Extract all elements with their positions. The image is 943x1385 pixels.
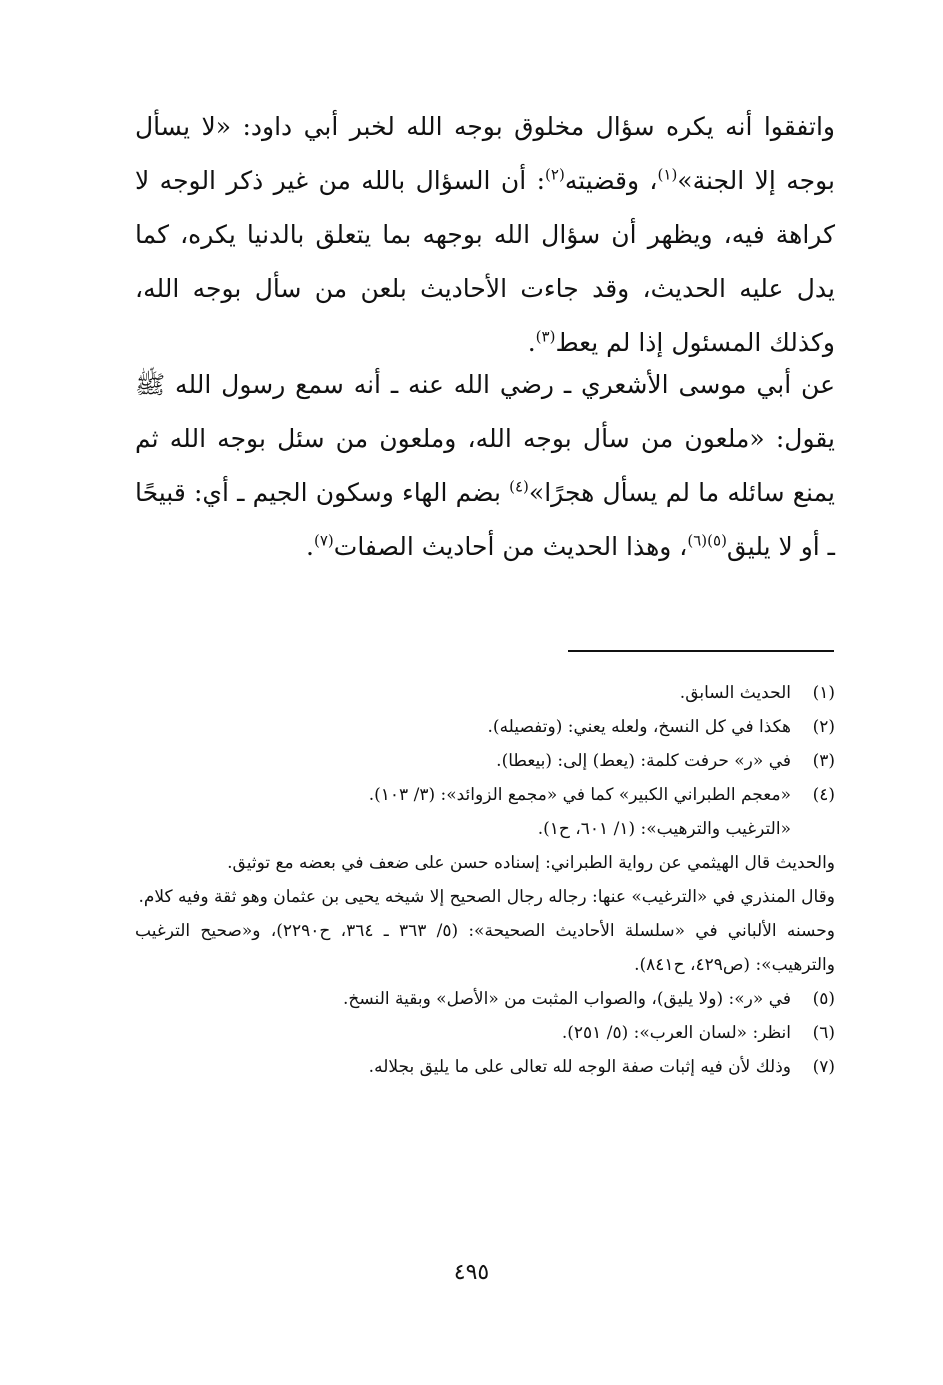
footnote-number: (٣) [812, 751, 835, 771]
footnote-3 [135, 744, 835, 778]
footnote-number: (١) [812, 683, 835, 703]
footnote-ref-5-6: (٥)(٦) [687, 531, 727, 550]
footnote-4-line-2 [135, 812, 835, 846]
body-paragraph-1 [135, 100, 835, 370]
footnote-text: هكذا في كل النسخ، ولعله يعني: (وتفصيله). [487, 717, 791, 737]
para2-text-d: . [306, 532, 314, 561]
para2-text-a: عن أبي موسى الأشعري ـ رضي الله عنه ـ أنه سمع رسول الله ﷺ يقول: «ملعون من سأل بوجه الله، وملعون من سئل بوجه الله ثم يمنع سائله ما لم يسأل هجرًا» [135, 370, 835, 507]
footnote-text: «معجم الطبراني الكبير» كما في «مجمع الزوائد»: (٣/ ١٠٣). [368, 785, 791, 805]
footnote-text: انظر: «لسان العرب»: (٥/ ٢٥١). [561, 1023, 791, 1043]
para1-text-a: واتفقوا أنه يكره سؤال مخلوق بوجه الله لخبر أبي داود: «لا يسأل بوجه إلا الجنة» [135, 112, 835, 195]
footnote-1 [135, 676, 835, 710]
para1-text-c: : أن السؤال بالله من غير ذكر الوجه لا كراهة فيه، ويظهر أن سؤال الله بوجهه بما يتعلق بالدنيا يكره، كما يدل عليه الحديث، وقد جاءت الأحاديث بلعن من سأل بوجه الله، وكذلك المسئول إذا لم يعط [135, 166, 835, 357]
footnote-text: الحديث السابق. [679, 683, 791, 703]
footnote-ref-3: (٣) [535, 327, 556, 346]
footnote-number: (٥) [812, 989, 835, 1009]
para1-text-b: ، وقضيته [564, 166, 658, 195]
footnote-4-line-4 [135, 880, 835, 914]
footnote-ref-7: (٧) [314, 531, 334, 550]
footnote-text: في «ر»: (ولا يليق)، والصواب المثبت من «الأصل» وبقية النسخ. [343, 989, 791, 1009]
footnotes [135, 676, 835, 1084]
footnote-separator [568, 650, 834, 652]
footnote-5 [135, 982, 835, 1016]
footnote-number: (٦) [812, 1023, 835, 1043]
footnote-text: وذلك لأن فيه إثبات صفة الوجه لله تعالى على ما يليق بجلاله. [368, 1057, 791, 1077]
footnote-4-line-3 [135, 846, 835, 880]
footnote-4 [135, 778, 835, 812]
footnote-ref-1: (١) [657, 165, 678, 184]
footnote-text: والحديث قال الهيثمي عن رواية الطبراني: إسناده حسن على ضعف في بعضه مع توثيق. [227, 853, 835, 873]
para2-text-c: ، وهذا الحديث من أحاديث الصفات [333, 532, 688, 561]
footnote-ref-2: (٢) [545, 165, 565, 184]
para2-text-b: بضم الهاء وسكون الجيم ـ أي: قبيحًا ـ أو لا يليق [135, 478, 835, 561]
footnote-text: في «ر» حرفت كلمة: (يعط) إلى: (بيعطا). [496, 751, 791, 771]
body-paragraph-2 [135, 358, 835, 574]
page-number: ٤٩٥ [453, 1260, 490, 1285]
footnote-number: (٤) [812, 785, 835, 805]
footnote-text: وحسنه الألباني في «سلسلة الأحاديث الصحيحة»: (٥/ ٣٦٣ ـ ٣٦٤، ح٢٢٩٠)، و«صحيح الترغيب والترهيب»: (ص٤٢٩، ح٨٤١). [135, 921, 835, 975]
para1-text-d: . [527, 328, 536, 357]
footnote-number: (٧) [812, 1057, 835, 1077]
footnote-2 [135, 710, 835, 744]
footnote-text: «الترغيب والترهيب»: (١/ ٦٠١، ح١). [537, 819, 791, 839]
footnote-text: وقال المنذري في «الترغيب» عنها: رجاله رجال الصحيح إلا شيخه يحيى بن عثمان وهو ثقة وفيه كلام. [138, 887, 835, 907]
footnote-4-line-5 [135, 914, 835, 982]
footnote-ref-4: (٤) [509, 477, 529, 496]
footnote-7 [135, 1050, 835, 1084]
footnote-number: (٢) [812, 717, 835, 737]
footnote-6 [135, 1016, 835, 1050]
